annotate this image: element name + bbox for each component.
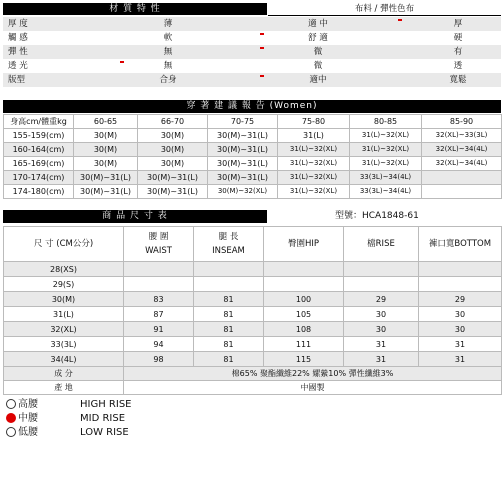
- selected-level-marker: [260, 33, 264, 35]
- size-value: 111: [264, 337, 344, 352]
- size-value: 115: [264, 352, 344, 367]
- size-label: 29(S): [4, 277, 124, 292]
- rise-label-en: MID RISE: [80, 413, 126, 424]
- report-col-header: 80-85: [350, 115, 422, 129]
- origin-row: [4, 381, 502, 395]
- report-cell: 30(M)~31(L): [74, 171, 138, 185]
- size-value: 31: [344, 337, 419, 352]
- size-value: 87: [124, 307, 194, 322]
- material-name: 透 光: [8, 61, 28, 71]
- material-row: [3, 73, 501, 87]
- size-value: 29: [344, 292, 419, 307]
- material-level: 無: [163, 61, 173, 71]
- rise-label-zh: 低腰: [18, 427, 38, 438]
- size-col-header: 腿 長 INSEAM: [194, 227, 264, 262]
- size-value: 81: [194, 337, 264, 352]
- material-name: 彈 性: [8, 47, 28, 57]
- selected-level-marker: [260, 75, 264, 77]
- material-level: 軟: [163, 33, 173, 43]
- report-cell: 31(L)~32(XL): [350, 143, 422, 157]
- table-row: [4, 322, 502, 337]
- size-value: 30: [419, 322, 502, 337]
- report-cell: 30(M)~31(L): [208, 157, 278, 171]
- material-level: 硬: [453, 33, 463, 43]
- rise-label-en: LOW RISE: [80, 427, 129, 438]
- table-row: [4, 277, 502, 292]
- size-chart-table: [3, 226, 502, 395]
- table-row: [4, 129, 502, 143]
- material-level: 舒 適: [308, 33, 328, 43]
- size-label: 31(L): [4, 307, 124, 322]
- fabric-title: 布料 / 彈性色布: [268, 3, 501, 16]
- model-number: 型號：HCA1848-61: [335, 211, 419, 221]
- size-value: 31: [419, 352, 502, 367]
- size-value: 31: [344, 352, 419, 367]
- size-value: [344, 262, 419, 277]
- size-col-header: 腰 圍 WAIST: [124, 227, 194, 262]
- rise-label-en: HIGH RISE: [80, 399, 132, 410]
- report-cell: 30(M)~32(XL): [208, 185, 278, 199]
- size-value: 105: [264, 307, 344, 322]
- report-cell: 30(M): [74, 157, 138, 171]
- material-row: [3, 17, 501, 31]
- report-cell: 32(XL)~33(3L): [422, 129, 502, 143]
- material-header: 材 質 特 性: [3, 3, 267, 15]
- report-cell: 31(L)~32(XL): [350, 157, 422, 171]
- size-value: 30: [344, 307, 419, 322]
- size-col-header: 檔RISE: [344, 227, 419, 262]
- rise-option: [6, 398, 131, 412]
- table-row: [4, 171, 502, 185]
- report-cell: 30(M): [138, 143, 208, 157]
- report-cell: 31(L)~32(XL): [278, 185, 350, 199]
- wearing-report-header: 穿 著 建 議 報 告 (Women): [3, 100, 501, 113]
- report-cell: 31(L)~32(XL): [278, 157, 350, 171]
- table-row: [4, 185, 502, 199]
- report-cell: 31(L): [278, 129, 350, 143]
- report-cell: 30(M)~31(L): [138, 171, 208, 185]
- report-cell: 32(XL)~34(4L): [422, 157, 502, 171]
- radio-selected-icon: [6, 413, 16, 423]
- size-value: [344, 277, 419, 292]
- report-cell: 30(M)~31(L): [208, 129, 278, 143]
- report-cell: 31(L)~32(XL): [278, 143, 350, 157]
- table-row: [4, 352, 502, 367]
- material-level: 微: [313, 47, 323, 57]
- size-value: 81: [194, 307, 264, 322]
- size-value: [194, 277, 264, 292]
- origin-value: 中國製: [124, 381, 502, 395]
- report-cell: 31(L)~32(XL): [350, 129, 422, 143]
- table-row: [4, 262, 502, 277]
- table-row: [4, 292, 502, 307]
- material-level: 微: [313, 61, 323, 71]
- size-col-header: 尺 寸 (CM公分): [4, 227, 124, 262]
- rise-label-zh: 高腰: [18, 399, 38, 410]
- material-level: 有: [453, 47, 463, 57]
- material-level: 寬鬆: [449, 75, 467, 85]
- report-cell: 33(3L)~34(4L): [350, 171, 422, 185]
- material-level: 薄: [163, 19, 173, 29]
- report-col-header: 85-90: [422, 115, 502, 129]
- report-cell: 30(M)~31(L): [208, 143, 278, 157]
- size-value: [194, 262, 264, 277]
- size-value: 30: [344, 322, 419, 337]
- material-row: [3, 59, 501, 73]
- report-cell: 33(3L)~34(4L): [350, 185, 422, 199]
- composition-row: [4, 367, 502, 381]
- size-value: 30: [419, 307, 502, 322]
- material-level: 適中: [309, 75, 327, 85]
- table-row: [4, 337, 502, 352]
- size-value: 108: [264, 322, 344, 337]
- size-label: 32(XL): [4, 322, 124, 337]
- size-value: 81: [194, 352, 264, 367]
- report-cell: 30(M): [74, 143, 138, 157]
- material-name: 版型: [8, 75, 26, 85]
- size-value: 81: [194, 292, 264, 307]
- report-cell: 30(M): [74, 129, 138, 143]
- size-chart-header: 商 品 尺 寸 表: [3, 210, 267, 223]
- size-value: [264, 277, 344, 292]
- report-col-header: 身高cm/體重kg: [4, 115, 74, 129]
- size-value: [124, 262, 194, 277]
- table-row: [4, 157, 502, 171]
- material-level: 無: [163, 47, 173, 57]
- report-col-header: 70-75: [208, 115, 278, 129]
- report-cell: 30(M)~31(L): [74, 185, 138, 199]
- report-cell: 174-180(cm): [4, 185, 74, 199]
- selected-level-marker: [398, 19, 402, 21]
- material-row: [3, 45, 501, 59]
- report-col-header: 75-80: [278, 115, 350, 129]
- report-cell: 160-164(cm): [4, 143, 74, 157]
- report-cell: 30(M): [138, 157, 208, 171]
- table-row: [4, 307, 502, 322]
- material-level: 適 中: [308, 19, 328, 29]
- size-col-header: 臀圍HIP: [264, 227, 344, 262]
- table-row: [4, 143, 502, 157]
- selected-level-marker: [260, 47, 264, 49]
- selected-level-marker: [120, 61, 124, 63]
- material-row: [3, 31, 501, 45]
- report-cell: 170-174(cm): [4, 171, 74, 185]
- composition-label: 成 分: [4, 367, 124, 381]
- size-value: [124, 277, 194, 292]
- size-value: 81: [194, 322, 264, 337]
- size-label: 30(M): [4, 292, 124, 307]
- rise-option: [6, 412, 125, 426]
- report-col-header: 60-65: [74, 115, 138, 129]
- size-value: 100: [264, 292, 344, 307]
- origin-label: 產 地: [4, 381, 124, 395]
- wearing-report-table: [3, 114, 502, 199]
- report-cell: 32(XL)~34(4L): [422, 143, 502, 157]
- size-value: 94: [124, 337, 194, 352]
- rise-option: [6, 426, 129, 440]
- report-cell: 31(L)~32(XL): [278, 171, 350, 185]
- radio-empty-icon: [6, 427, 16, 437]
- size-label: 34(4L): [4, 352, 124, 367]
- size-value: [419, 277, 502, 292]
- report-cell: 30(M): [138, 129, 208, 143]
- report-cell: 165-169(cm): [4, 157, 74, 171]
- size-label: 28(XS): [4, 262, 124, 277]
- report-cell: 155-159(cm): [4, 129, 74, 143]
- material-name: 觸 感: [8, 33, 28, 43]
- report-cell: 30(M)~31(L): [138, 185, 208, 199]
- material-name: 厚 度: [8, 19, 28, 29]
- material-level: 透: [453, 61, 463, 71]
- size-col-header: 褲口寬BOTTOM: [419, 227, 502, 262]
- material-level: 厚: [453, 19, 463, 29]
- size-value: 29: [419, 292, 502, 307]
- size-value: [419, 262, 502, 277]
- size-label: 33(3L): [4, 337, 124, 352]
- report-cell: 30(M)~31(L): [208, 171, 278, 185]
- size-value: 83: [124, 292, 194, 307]
- report-cell: [422, 171, 502, 185]
- report-col-header: 66-70: [138, 115, 208, 129]
- size-value: 91: [124, 322, 194, 337]
- size-value: 31: [419, 337, 502, 352]
- size-value: 98: [124, 352, 194, 367]
- size-value: [264, 262, 344, 277]
- rise-label-zh: 中腰: [18, 413, 38, 424]
- material-level: 合身: [159, 75, 177, 85]
- composition-value: 棉65% 聚酯纖維22% 嫘縈10% 彈性纖維3%: [124, 367, 502, 381]
- report-cell: [422, 185, 502, 199]
- radio-empty-icon: [6, 399, 16, 409]
